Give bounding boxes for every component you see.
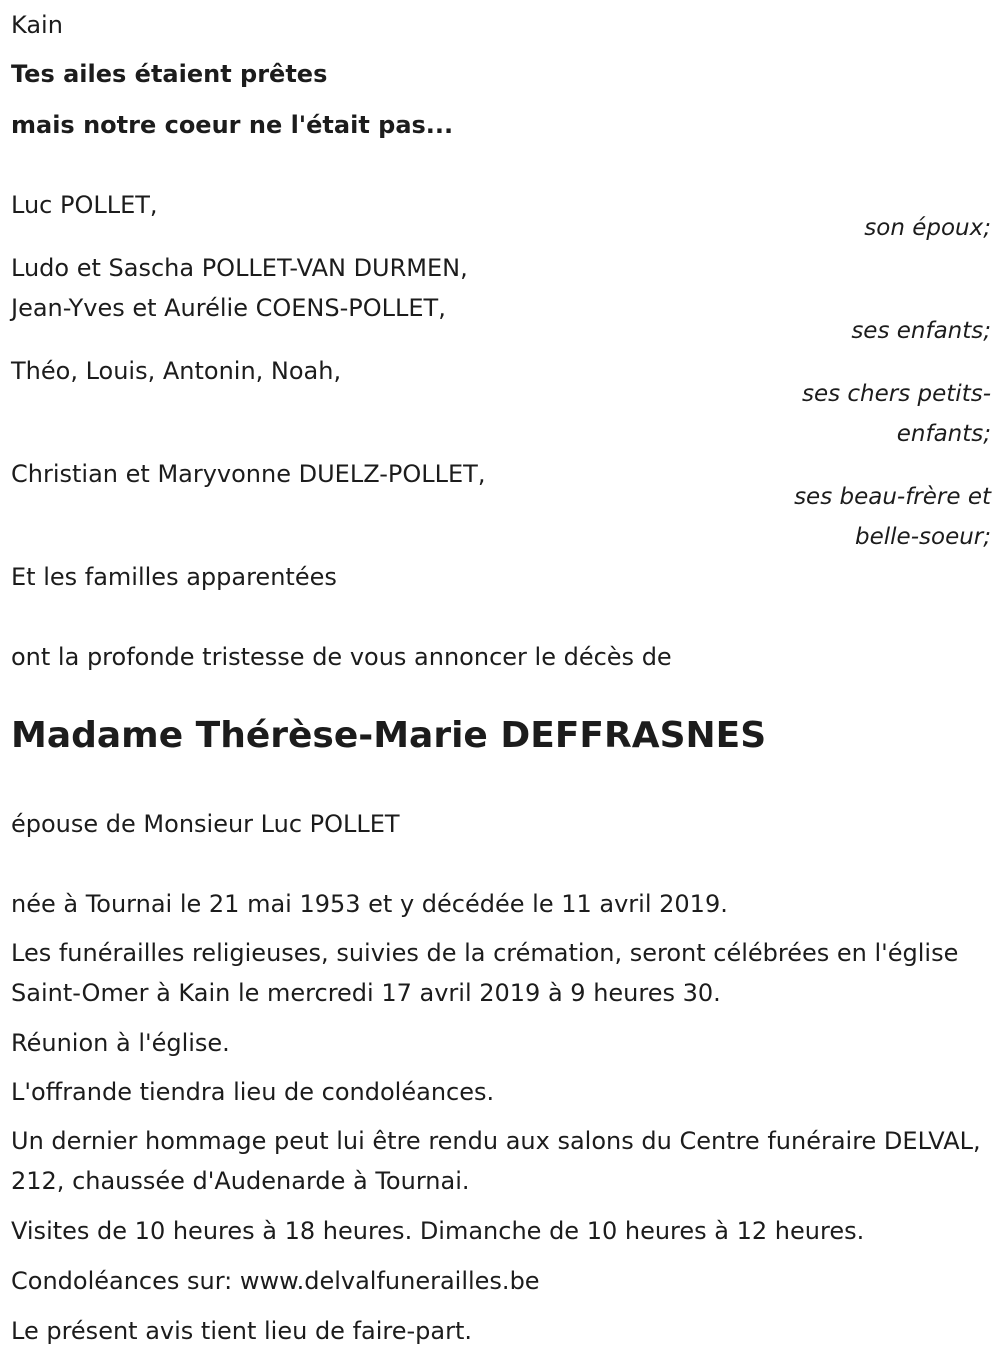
family-name-grandchildren: Théo, Louis, Antonin, Noah, [11, 357, 342, 385]
family-name-child-1: Ludo et Sascha POLLET-VAN DURMEN, [11, 254, 468, 282]
meeting-line: Réunion à l'église. [11, 1029, 230, 1057]
spouse-line: épouse de Monsieur Luc POLLET [11, 810, 400, 838]
role-spouse: son époux; [864, 215, 991, 241]
role-in-laws-line-2: belle-soeur; [855, 524, 991, 550]
town-label: Kain [11, 11, 63, 39]
relatives-line: Et les familles apparentées [11, 563, 337, 591]
tribute-paragraph: Un dernier hommage peut lui être rendu aux salons du Centre funéraire DELVAL, 212, chaussée d'Audenarde à Tournai. [11, 1127, 981, 1195]
offering-line: L'offrande tiendra lieu de condoléances. [11, 1078, 495, 1106]
condolences-line: Condoléances sur: www.delvalfunerailles.be [11, 1267, 540, 1295]
role-children: ses enfants; [851, 318, 991, 344]
role-grandchildren-line-2: enfants; [896, 421, 991, 447]
announcement-line: ont la profonde tristesse de vous annoncer le décès de [11, 643, 672, 671]
deceased-name: Madame Thérèse-Marie DEFFRASNES [11, 715, 767, 756]
notice-line: Le présent avis tient lieu de faire-part. [11, 1317, 473, 1345]
role-grandchildren-line-1: ses chers petits- [801, 381, 991, 407]
visits-line: Visites de 10 heures à 18 heures. Dimanche de 10 heures à 12 heures. [11, 1217, 865, 1245]
family-name-spouse: Luc POLLET, [11, 191, 158, 219]
birth-death-line: née à Tournai le 21 mai 1953 et y décédée le 11 avril 2019. [11, 890, 728, 918]
funeral-paragraph: Les funérailles religieuses, suivies de la crémation, seront célébrées en l'église Saint-Omer à Kain le mercredi 17 avril 2019 à 9 heures 30. [11, 939, 959, 1007]
obituary-notice [11, 0, 991, 1366]
verse-line-1: Tes ailes étaient prêtes [11, 60, 328, 88]
family-name-child-2: Jean-Yves et Aurélie COENS-POLLET, [11, 294, 446, 322]
role-in-laws-line-1: ses beau-frère et [794, 484, 991, 510]
family-name-in-laws: Christian et Maryvonne DUELZ-POLLET, [11, 460, 486, 488]
verse-line-2: mais notre coeur ne l'était pas... [11, 111, 454, 139]
